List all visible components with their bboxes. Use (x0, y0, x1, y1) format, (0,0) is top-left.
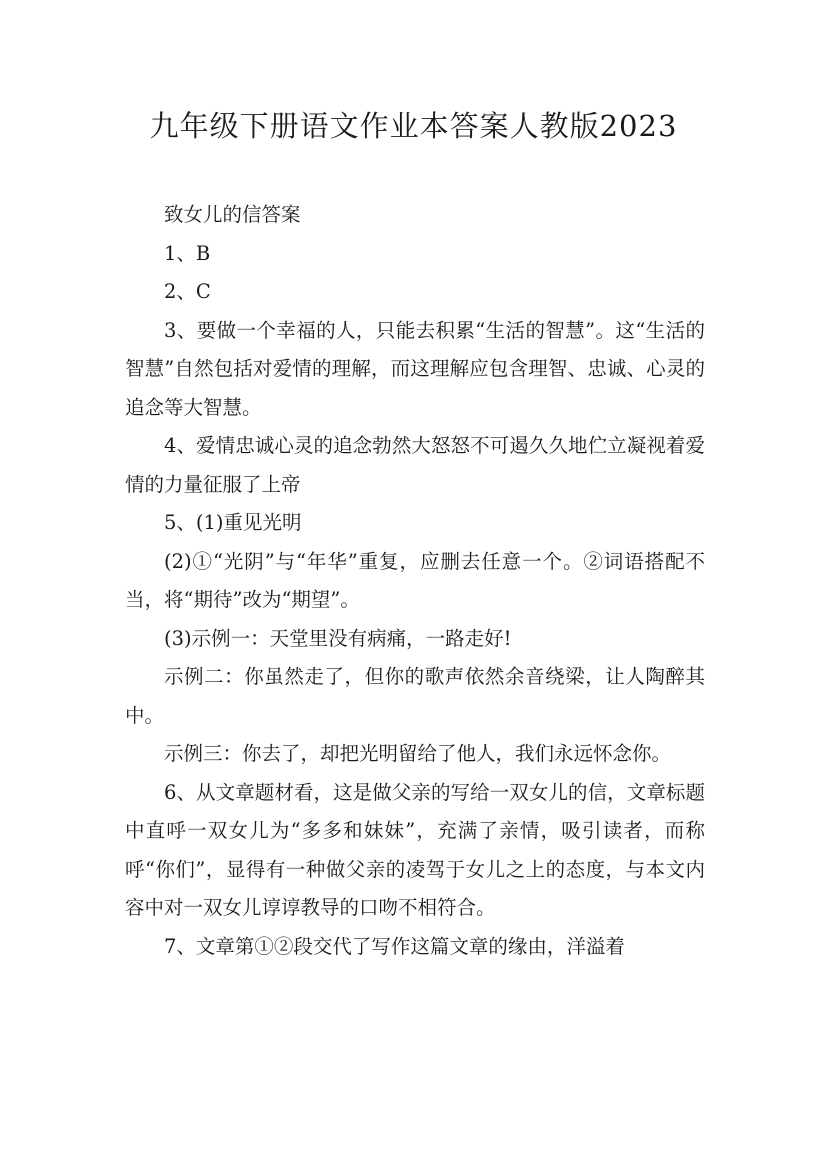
answer-paragraph: 7、文章第①②段交代了写作这篇文章的缘由，洋溢着 (164, 934, 625, 958)
answer-paragraph: 6、从文章题材看，这是做父亲的写给一双女儿的信，文章标题中直呼一双女儿为“多多和妹妹”，充满了亲情，吸引读者，而称呼“你们”，显得有一种做父亲的凌驾于女儿之上的态度，与本文内容中对一双女儿谆谆教导的口吻不相符合。 (125, 780, 705, 919)
answer-paragraph: 3、要做一个幸福的人，只能去积累“生活的智慧”。这“生活的智慧”自然包括对爱情的理解，而这理解应包含理智、忠诚、心灵的追念等大智慧。 (125, 318, 705, 419)
answer-paragraph: 5、(1)重见光明 (164, 511, 302, 534)
answer-paragraph: 示例二：你虽然走了，但你的歌声依然余音绕梁，让人陶醉其中。 (125, 665, 705, 727)
answer-paragraph: (3)示例一：天堂里没有病痛，一路走好! (164, 626, 512, 650)
answer-paragraph: 2、C (164, 280, 211, 303)
answer-paragraph: (2)①“光阴”与“年华”重复，应删去任意一个。②词语搭配不当，将“期待”改为“期望”。 (125, 549, 705, 611)
answer-paragraph: 示例三：你去了，却把光明留给了他人，我们永远怀念你。 (164, 742, 672, 765)
document-body (125, 196, 705, 966)
document-title: 九年级下册语文作业本答案人教版2023 (149, 109, 678, 143)
answer-paragraph: 1、B (164, 241, 211, 265)
answer-paragraph: 4、爱情忠诚心灵的追念勃然大怒怒不可遏久久地伫立凝视着爱情的力量征服了上帝 (125, 434, 705, 496)
section-heading: 致女儿的信答案 (164, 203, 301, 226)
